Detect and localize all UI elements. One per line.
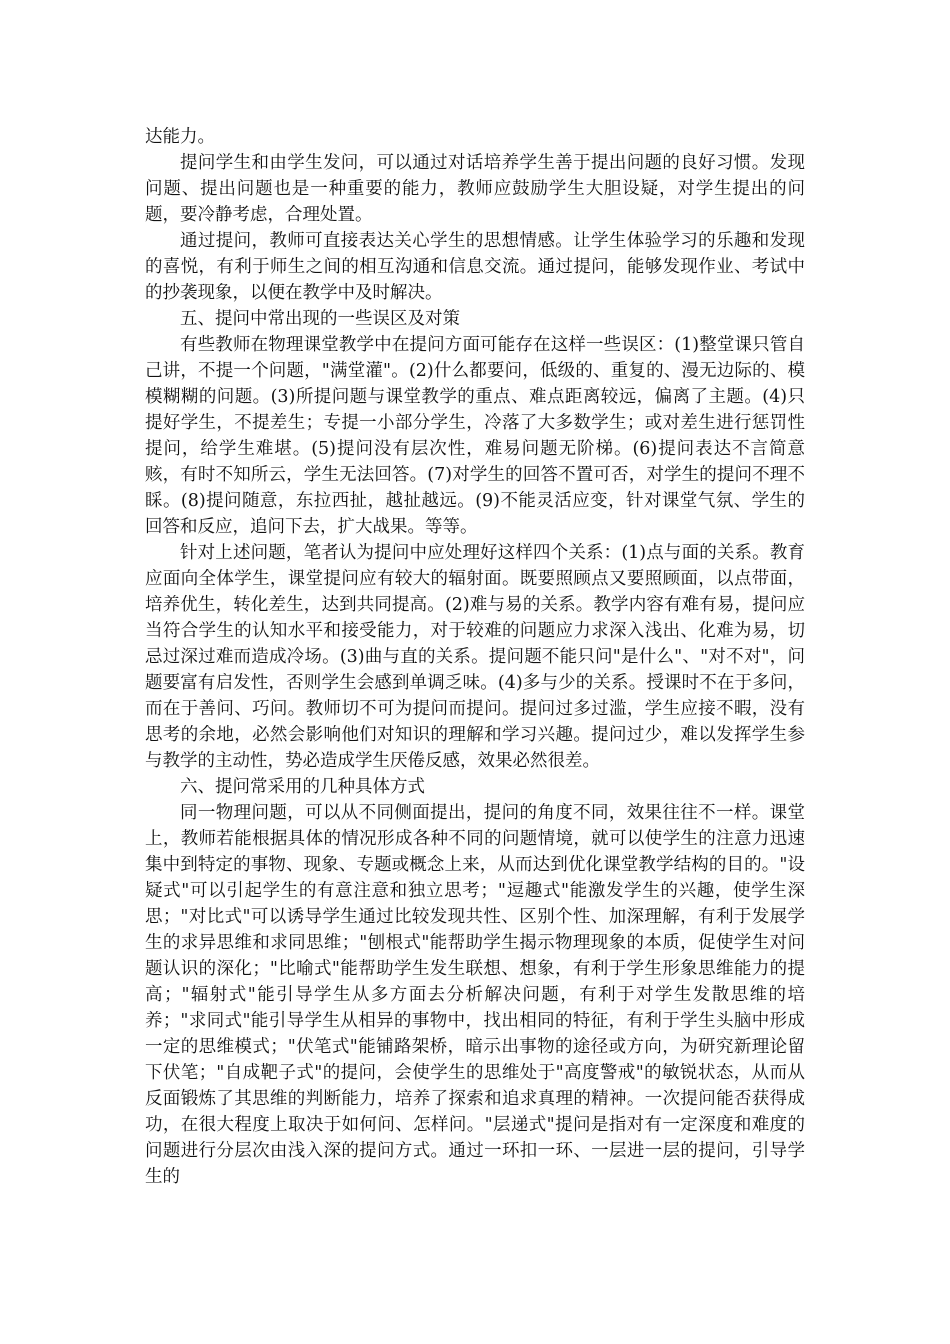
paragraph-body: 提问学生和由学生发问，可以通过对话培养学生善于提出问题的良好习惯。发现问题、提出问题也是一种重要的能力，教师应鼓励学生大胆设疑，对学生提出的问题，要冷静考虑，合理处置。 <box>145 153 805 225</box>
paragraph-body: 针对上述问题，笔者认为提问中应处理好这样四个关系：(1)点与面的关系。教育应面向全体学生，课堂提问应有较大的辐射面。既要照顾点又要照顾面，以点带面，培养优生，转化差生，达到共同提高。(2)难与易的关系。教学内容有难有易，提问应当符合学生的认知水平和接受能力，对于较难的问题应力求深入浅出、化难为易，切忌过深过难而造成冷场。(3)曲与直的关系。提问题不能只问"是什么"、"对不对"，问题要富有启发性，否则学生会感到单调乏味。(4)多与少的关系。授课时不在于多问，而在于善问、巧问。教师切不可为提问而提问。提问过多过滥，学生应接不暇，没有思考的余地，必然会影响他们对知识的理解和学习兴趣。提问过少，难以发挥学生参与教学的主动性，势必造成学生厌倦反感，效果必然很差。 <box>145 543 805 771</box>
section-heading: 五、提问中常出现的一些误区及对策 <box>180 309 460 329</box>
section-heading: 六、提问常采用的几种具体方式 <box>180 777 425 797</box>
paragraph-body: 通过提问，教师可直接表达关心学生的思想情感。让学生体验学习的乐趣和发现的喜悦，有利于师生之间的相互沟通和信息交流。通过提问，能够发现作业、考试中的抄袭现象，以便在教学中及时解决。 <box>145 231 805 303</box>
paragraph-continuation: 达能力。 <box>145 127 215 147</box>
paragraph-body: 有些教师在物理课堂教学中在提问方面可能存在这样一些误区：(1)整堂课只管自己讲，不提一个问题，"满堂灌"。(2)什么都要问，低级的、重复的、漫无边际的、模模糊糊的问题。(3)所提问题与课堂教学的重点、难点距离较远，偏离了主题。(4)只提好学生，不提差生；专提一小部分学生，冷落了大多数学生；或对差生进行惩罚性提问，给学生难堪。(5)提问没有层次性，难易问题无阶梯。(6)提问表达不言简意赅，有时不知所云，学生无法回答。(7)对学生的回答不置可否，对学生的提问不理不睬。(8)提问随意，东拉西扯，越扯越远。(9)不能灵活应变，针对课堂气氛、学生的回答和反应，追问下去，扩大战果。等等。 <box>145 335 805 537</box>
paragraph-body: 同一物理问题，可以从不同侧面提出，提问的角度不同，效果往往不一样。课堂上，教师若能根据具体的情况形成各种不同的问题情境，就可以使学生的注意力迅速集中到特定的事物、现象、专题或概念上来，从而达到优化课堂教学结构的目的。"设疑式"可以引起学生的有意注意和独立思考；"逗趣式"能激发学生的兴趣，使学生深思；"对比式"可以诱导学生通过比较发现共性、区别个性、加深理解，有利于发展学生的求异思维和求同思维；"刨根式"能帮助学生揭示物理现象的本质，促使学生对问题认识的深化；"比喻式"能帮助学生发生联想、想象，有利于学生形象思维能力的提高；"辐射式"能引导学生从多方面去分析解决问题，有利于对学生发散思维的培养；"求同式"能引导学生从相异的事物中，找出相同的特征，有利于学生头脑中形成一定的思维模式；"伏笔式"能铺路架桥，暗示出事物的途径或方向，为研究新理论留下伏笔；"自成靶子式"的提问，会使学生的思维处于"高度警戒"的敏锐状态，从而从反面锻炼了其思维的判断能力，培养了探索和追求真理的精神。一次提问能否获得成功，在很大程度上取决于如何问、怎样问。"层递式"提问是指对有一定深度和难度的问题进行分层次由浅入深的提问方式。通过一环扣一环、一层进一层的提问，引导学生的 <box>145 803 805 1187</box>
document-page <box>145 124 805 1190</box>
